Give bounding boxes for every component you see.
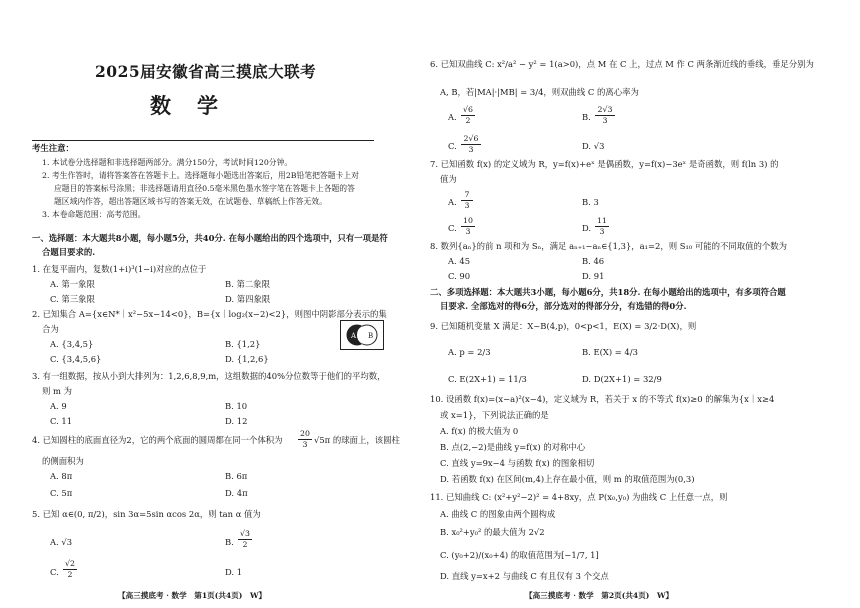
- fraction-numerator: √2: [63, 558, 77, 570]
- option-d: D. 直线 y=x+2 与曲线 C 有且仅有 3 个交点: [440, 571, 609, 581]
- question-stem: 值为: [440, 174, 457, 184]
- option-c: C. 11: [50, 416, 73, 426]
- option-a: A. f(x) 的极大值为 0: [440, 426, 519, 436]
- notice-line: 应题目的答案标号涂黑；非选择题请用直径0.5毫米黑色墨水签字笔在答题卡上各题的答: [54, 184, 355, 193]
- question-stem: 8. 数列{aₙ}的前 n 项和为 Sₙ，满足 aₙ₊₁−aₙ∈{1,3}，a₁=2，则 S₁₀ 可能的不同取值的个数为: [430, 241, 788, 251]
- option-d: D. 第四象限: [225, 294, 271, 304]
- fraction-numerator: 20: [298, 428, 312, 440]
- option-b: B. 6π: [225, 471, 248, 481]
- page-2: [430, 0, 860, 608]
- fraction-denominator: 3: [464, 201, 470, 210]
- subject-title: 数学: [150, 93, 244, 118]
- fraction-numerator: √6: [461, 104, 475, 116]
- option-d: D. 91: [582, 271, 605, 281]
- fraction-numerator: 7: [461, 189, 473, 201]
- section-heading: 一、选择题：本大题共8小题，每小题5分，共40分. 在每小题给出的四个选项中，只有一项是符: [32, 233, 388, 243]
- notice-title: 考生注意：: [32, 143, 74, 153]
- question-stem: 7. 已知函数 f(x) 的定义域为 R，y=f(x)+eˣ 是偶函数，y=f(x)−3eˣ 是奇函数，则 f(ln 3) 的: [430, 159, 779, 169]
- option-b: B. 10: [225, 401, 248, 411]
- option-a-label: A.: [448, 112, 457, 122]
- option-d: D. 12: [225, 416, 248, 426]
- option-b-label: B.: [225, 537, 234, 547]
- option-c: C. 第三象限: [50, 294, 95, 304]
- option-c: C. 90: [448, 271, 471, 281]
- option-a: A. 第一象限: [50, 279, 95, 289]
- notice-line: 1. 本试卷分选择题和非选择题两部分。满分150分，考试时间120分钟。: [42, 158, 293, 167]
- option-c: C. (y₀+2)/(x₀+4) 的取值范围为[−1/7, 1]: [440, 550, 599, 560]
- option-b: B. x₀²+y₀² 的最大值为 2√2: [440, 527, 545, 537]
- question-stem: 合为: [42, 324, 59, 334]
- option-c: C. E(2X+1) = 11/3: [448, 374, 527, 384]
- fraction-numerator: √3: [238, 528, 252, 540]
- question-stem: 或 x=1}，下列说法正确的是: [440, 410, 549, 420]
- option-c: C. 直线 y=9x−4 与函数 f(x) 的图象相切: [440, 458, 595, 468]
- option-d: D. D(2X+1) = 32/9: [582, 374, 662, 384]
- option-d: D. 4π: [225, 488, 248, 498]
- option-a: A. 45: [448, 256, 471, 266]
- option-c-label: C.: [50, 567, 59, 577]
- venn-diagram: [340, 320, 384, 350]
- option-a: A. {3,4,5}: [50, 339, 94, 349]
- question-stem: A, B，若|MA|·|MB| = 3/4，则双曲线 C 的离心率为: [440, 87, 639, 97]
- question-stem: 的侧面积为: [42, 456, 84, 466]
- option-d: D. 若函数 f(x) 在区间(m,4)上存在最小值，则 m 的取值范围为(0,3): [440, 474, 695, 484]
- option-a: A. 曲线 C 的图象由两个圆构成: [440, 509, 556, 519]
- header-rule: [32, 140, 374, 141]
- option-a: A. 9: [50, 401, 67, 411]
- notice-line: 2. 考生作答时，请将答案答在答题卡上。选择题每小题选出答案后，用2B铅笔把答题卡上对: [42, 171, 359, 180]
- option-a: A. √3: [50, 537, 73, 547]
- question-stem: 4. 已知圆柱的底面直径为2，它的两个底面的圆周都在同一个体积为: [32, 435, 283, 445]
- option-d: D. {1,2,6}: [225, 354, 269, 364]
- section-heading: 合题目要求的.: [42, 247, 96, 257]
- fraction-numerator: 2√6: [461, 133, 481, 145]
- notice-line: 题区域内作答，超出答题区域书写的答案无效，在试题卷、草稿纸上作答无效。: [54, 197, 327, 206]
- option-a-label: A.: [448, 197, 457, 207]
- question-stem: 10. 设函数 f(x)=(x−a)²(x−4)，定义域为 R，若关于 x 的不等式 f(x)≥0 的解集为{x｜x≥4: [430, 394, 775, 404]
- option-b: B. 46: [582, 256, 605, 266]
- option-a: A. p = 2/3: [448, 347, 491, 357]
- option-d: D. 1: [225, 567, 243, 577]
- option-c-label: C.: [448, 141, 457, 151]
- fraction-denominator: 2: [67, 570, 73, 579]
- question-stem: √5π 的球面上，该圆柱: [314, 435, 400, 445]
- option-b: B. E(X) = 4/3: [582, 347, 638, 357]
- fraction-denominator: 3: [468, 145, 474, 154]
- option-c: C. {3,4,5,6}: [50, 354, 102, 364]
- question-stem: 9. 已知随机变量 X 满足：X~B(4,p)，0<p<1，E(X) = 3/2·D(X)，则: [430, 321, 697, 331]
- notice-line: 3. 本卷命题范围：高考范围。: [42, 210, 146, 219]
- fraction-denominator: 3: [602, 116, 608, 125]
- fraction-numerator: 10: [461, 215, 475, 227]
- exam-title: 2025届安徽省高三摸底大联考: [95, 62, 317, 81]
- page-footer: 【高三摸底考 · 数学 第1页(共4页) W】: [118, 591, 267, 600]
- fraction-numerator: 2√3: [595, 104, 615, 116]
- question-stem: 5. 已知 α∈(0, π/2)，sin 3α=5sin αcos 2α，则 tan α 值为: [32, 509, 261, 519]
- option-a: A. 8π: [50, 471, 73, 481]
- section-heading: 二、多项选择题：本大题共3小题，每小题6分，共18分. 在每小题给出的选项中，有多项符合题: [430, 287, 786, 297]
- fraction-denominator: 3: [465, 227, 471, 236]
- question-stem: 则 m 为: [42, 386, 73, 396]
- option-d-label: D.: [582, 223, 592, 233]
- venn-label-b: B: [368, 332, 374, 340]
- section-heading: 目要求. 全部选对的得6分，部分选对的得部分分，有选错的得0分.: [440, 301, 687, 311]
- question-stem: 3. 有一组数据，按从小到大排列为：1,2,6,8,9,m，这组数据的40%分位数等于他们的平均数，: [32, 371, 386, 381]
- option-b: B. 3: [582, 197, 599, 207]
- option-b: B. 点(2,−2)是曲线 y=f(x) 的对称中心: [440, 442, 586, 452]
- option-b-label: B.: [582, 112, 591, 122]
- option-d: D. √3: [582, 141, 605, 151]
- option-c: C. 5π: [50, 488, 73, 498]
- venn-label-a: A: [351, 332, 357, 340]
- option-c-label: C.: [448, 223, 457, 233]
- fraction-denominator: 2: [465, 116, 471, 125]
- option-b: B. 第二象限: [225, 279, 270, 289]
- question-stem: 6. 已知双曲线 C: x²/a² − y² = 1(a>0)，点 M 在 C 上，过点 M 作 C 两条渐近线的垂线，垂足分别为: [430, 59, 814, 69]
- fraction-numerator: 11: [595, 215, 609, 227]
- page-footer: 【高三摸底考 · 数学 第2页(共4页) W】: [525, 591, 674, 600]
- question-stem: 11. 已知曲线 C: (x²+y²−2)² = 4+8xy，点 P(x₀,y₀) 为曲线 C 上任意一点，则: [430, 492, 728, 502]
- fraction-denominator: 2: [242, 540, 248, 549]
- fraction-denominator: 3: [302, 440, 308, 449]
- question-stem: 2. 已知集合 A={x∈N*｜x²−5x−14<0}，B={x｜log₂(x−2)<2}，则图中阴影部分表示的集: [32, 309, 387, 319]
- question-stem: 1. 在复平面内，复数(1+i)³(1−i)对应的点位于: [32, 264, 207, 274]
- fraction-denominator: 3: [599, 227, 605, 236]
- option-b: B. {1,2}: [225, 339, 261, 349]
